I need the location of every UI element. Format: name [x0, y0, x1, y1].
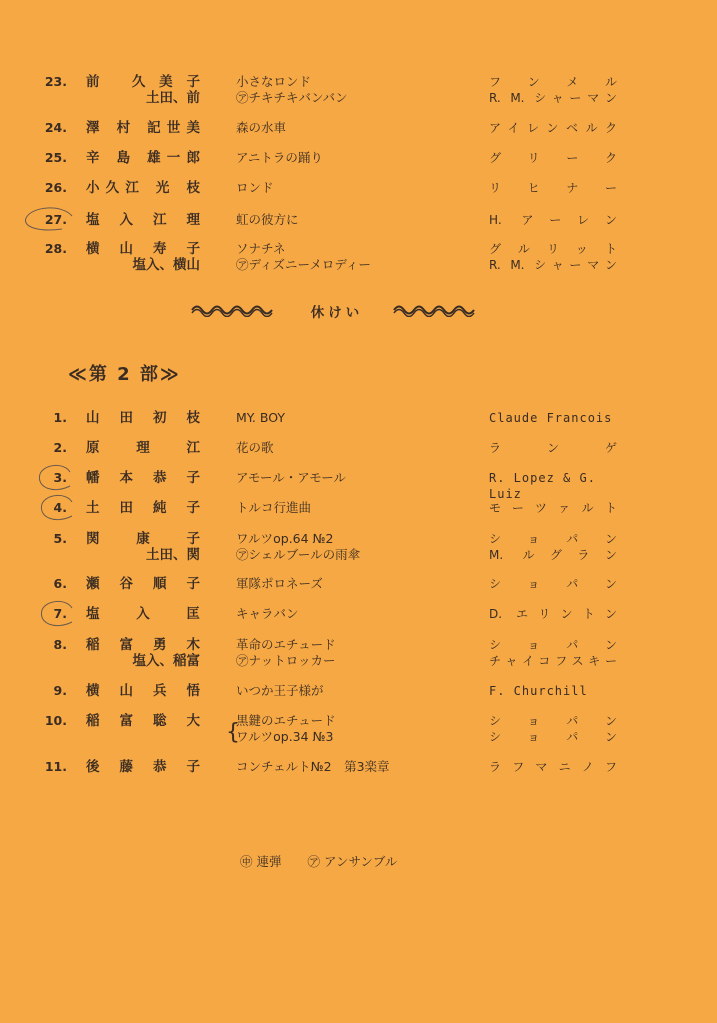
composer-line: R. Lopez & G. Luiz: [489, 471, 596, 501]
performer-name: [86, 241, 200, 273]
composer-line: R. M. シャーマン: [489, 258, 617, 272]
performer-line-2: 塩入、横山: [132, 257, 200, 273]
piece-title-line: ㋐チキチキバンバン: [236, 90, 348, 105]
performer-line-2: 土田、前: [146, 90, 200, 106]
piece-title: [236, 606, 299, 622]
row-number: 4.: [53, 500, 67, 515]
piece-title: [236, 410, 285, 426]
composer-name: [489, 470, 617, 502]
ornament-left-icon: [190, 303, 278, 317]
performer-name: [86, 440, 200, 456]
piece-title-line: ワルツop.34 №3: [236, 729, 334, 744]
composer-line: ラ ン ゲ: [489, 441, 617, 455]
row-number: 5.: [53, 531, 67, 546]
performer-line: 関 康 子: [86, 531, 200, 547]
piece-title: [236, 470, 346, 486]
row-number: 3.: [53, 470, 67, 485]
performer-line: 稲 富 勇 木: [86, 637, 200, 653]
piece-title: [236, 683, 324, 699]
composer-name: [489, 212, 617, 228]
piece-title-line: 革命のエチュード: [236, 637, 336, 652]
piece-title-line: いつか王子様が: [236, 683, 324, 698]
composer-line: リ ヒ ナ ー: [489, 181, 617, 195]
row-number: 8.: [53, 637, 67, 652]
performer-name: [86, 500, 200, 516]
composer-line: ショパン: [489, 532, 617, 546]
piece-title: [236, 241, 371, 273]
performer-line-2: 土田、関: [146, 547, 200, 563]
piece-title-line: 森の水車: [236, 120, 287, 135]
piece-title: [236, 637, 336, 669]
row-number: 2.: [53, 440, 67, 455]
performer-line: 澤 村 記世美: [86, 120, 200, 136]
composer-name: [489, 500, 617, 516]
row-number: 28.: [44, 241, 67, 256]
performer-name: [86, 470, 200, 486]
composer-line: M. ルグラン: [489, 548, 617, 562]
performer-name: [86, 713, 200, 729]
piece-title-line: ソナチネ: [236, 241, 286, 256]
composer-name: [489, 637, 617, 669]
piece-title-line: トルコ行進曲: [236, 500, 312, 515]
piece-title-line: アニトラの踊り: [236, 150, 323, 165]
composer-name: [489, 74, 617, 106]
performer-line: 横 山 兵 悟: [86, 683, 200, 699]
composer-name: [489, 440, 617, 456]
performer-name: [86, 212, 200, 228]
piece-title: [236, 150, 323, 166]
performer-name: [86, 410, 200, 426]
performer-line: 稲 富 聡 大: [86, 713, 200, 729]
piece-title-line: 虹の彼方に: [236, 212, 299, 227]
piece-title-line: 軍隊ポロネーズ: [236, 576, 323, 591]
performer-name: [86, 576, 200, 592]
composer-line: アイレンベルク: [489, 121, 617, 135]
performer-name: [86, 606, 200, 622]
composer-line: ショパン: [489, 577, 617, 591]
performer-name: [86, 637, 200, 669]
piece-title-line: ㋐ナットロッカー: [236, 653, 336, 668]
piece-title: [236, 120, 286, 136]
part2-heading: ≪第 2 部≫: [68, 364, 181, 385]
piece-title: [236, 212, 299, 228]
piece-title-line: アモール・アモール: [236, 470, 347, 485]
composer-line: Claude Francois: [489, 411, 613, 425]
piece-title-line: ㋐ディズニーメロディー: [236, 257, 371, 272]
piece-title-line: ロンド: [236, 180, 274, 195]
row-number: 23.: [44, 74, 67, 89]
piece-title: [236, 759, 390, 775]
performer-name: [86, 759, 200, 775]
row-number: 26.: [44, 180, 67, 195]
performer-line-2: 塩入、稲富: [132, 653, 200, 669]
performer-line: 塩 入 江 理: [86, 212, 200, 228]
composer-line: チャイコフスキー: [489, 654, 617, 668]
row-number: 24.: [44, 120, 67, 135]
piece-title-line: 小さなロンド: [236, 74, 312, 89]
piece-title-line: 黒鍵のエチュード: [236, 713, 336, 728]
composer-line: R. M. シャーマン: [489, 91, 617, 105]
composer-name: [489, 150, 617, 166]
composer-line: ショパン: [489, 638, 617, 652]
performer-line: 小久江 光 枝: [86, 180, 200, 196]
legend: [240, 852, 419, 870]
performer-name: [86, 74, 200, 106]
composer-name: [489, 683, 617, 699]
performer-name: [86, 120, 200, 136]
row-number: 10.: [44, 713, 67, 728]
composer-name: [489, 576, 617, 592]
composer-name: [489, 606, 617, 622]
row-number: 6.: [53, 576, 67, 591]
piece-title-line: ㋐シェルブールの雨傘: [236, 547, 361, 562]
performer-line: 土 田 純 子: [86, 500, 200, 516]
composer-name: [489, 713, 617, 745]
composer-line: モーツァルト: [489, 501, 617, 515]
row-number: 25.: [44, 150, 67, 165]
performer-line: 辛 島 雄一郎: [86, 150, 200, 166]
composer-line: F. Churchill: [489, 684, 588, 698]
piece-title-line: コンチェルト№2 第3楽章: [236, 759, 390, 774]
legend-ensemble: ㋐ アンサンブル: [307, 854, 398, 869]
composer-name: [489, 759, 617, 775]
performer-line: 幡 本 恭 子: [86, 470, 200, 486]
row-number: 27.: [44, 212, 67, 227]
piece-title-line: ワルツop.64 №2: [236, 531, 334, 546]
piece-title: [236, 500, 311, 516]
row-number: 7.: [53, 606, 67, 621]
composer-name: [489, 531, 617, 563]
composer-line: H. アーレン: [489, 213, 617, 227]
piece-title: [236, 180, 274, 196]
performer-line: 瀬 谷 順 子: [86, 576, 200, 592]
row-number: 1.: [53, 410, 67, 425]
row-number: 9.: [53, 683, 67, 698]
piece-title-line: キャラバン: [236, 606, 299, 621]
composer-line: グルリット: [489, 242, 617, 256]
piece-title-line: MY. BOY: [236, 410, 285, 425]
performer-line: 後 藤 恭 子: [86, 759, 200, 775]
legend-duet: ㊥ 連弾: [240, 854, 282, 869]
ornament-right-icon: [392, 303, 480, 317]
piece-title: [236, 576, 323, 592]
composer-name: [489, 120, 617, 136]
piece-title: [236, 531, 360, 563]
composer-line: ショパン: [489, 730, 617, 744]
composer-name: [489, 410, 617, 426]
piece-title-line: 花の歌: [236, 440, 274, 455]
composer-line: ショパン: [489, 714, 617, 728]
performer-line: 前 久美子: [86, 74, 200, 90]
composer-name: [489, 241, 617, 273]
performer-line: 原 理 江: [86, 440, 200, 456]
brace-icon: {: [226, 720, 240, 745]
performer-name: [86, 180, 200, 196]
composer-line: グ リ ー ク: [489, 151, 617, 165]
composer-line: フ ン メ ル: [489, 75, 617, 89]
piece-title: [236, 713, 336, 745]
performer-name: [86, 150, 200, 166]
performer-line: 塩 入 匡: [86, 606, 200, 622]
composer-line: ラフマニノフ: [489, 760, 617, 774]
performer-name: [86, 683, 200, 699]
composer-line: D. エリントン: [489, 607, 617, 621]
composer-name: [489, 180, 617, 196]
piece-title: [236, 440, 274, 456]
performer-line: 横 山 寿 子: [86, 241, 200, 257]
intermission-banner: [190, 300, 480, 322]
performer-line: 山 田 初 枝: [86, 410, 200, 426]
row-number: 11.: [44, 759, 67, 774]
performer-name: [86, 531, 200, 563]
piece-title: [236, 74, 348, 106]
intermission-label: 休けい: [310, 305, 364, 321]
